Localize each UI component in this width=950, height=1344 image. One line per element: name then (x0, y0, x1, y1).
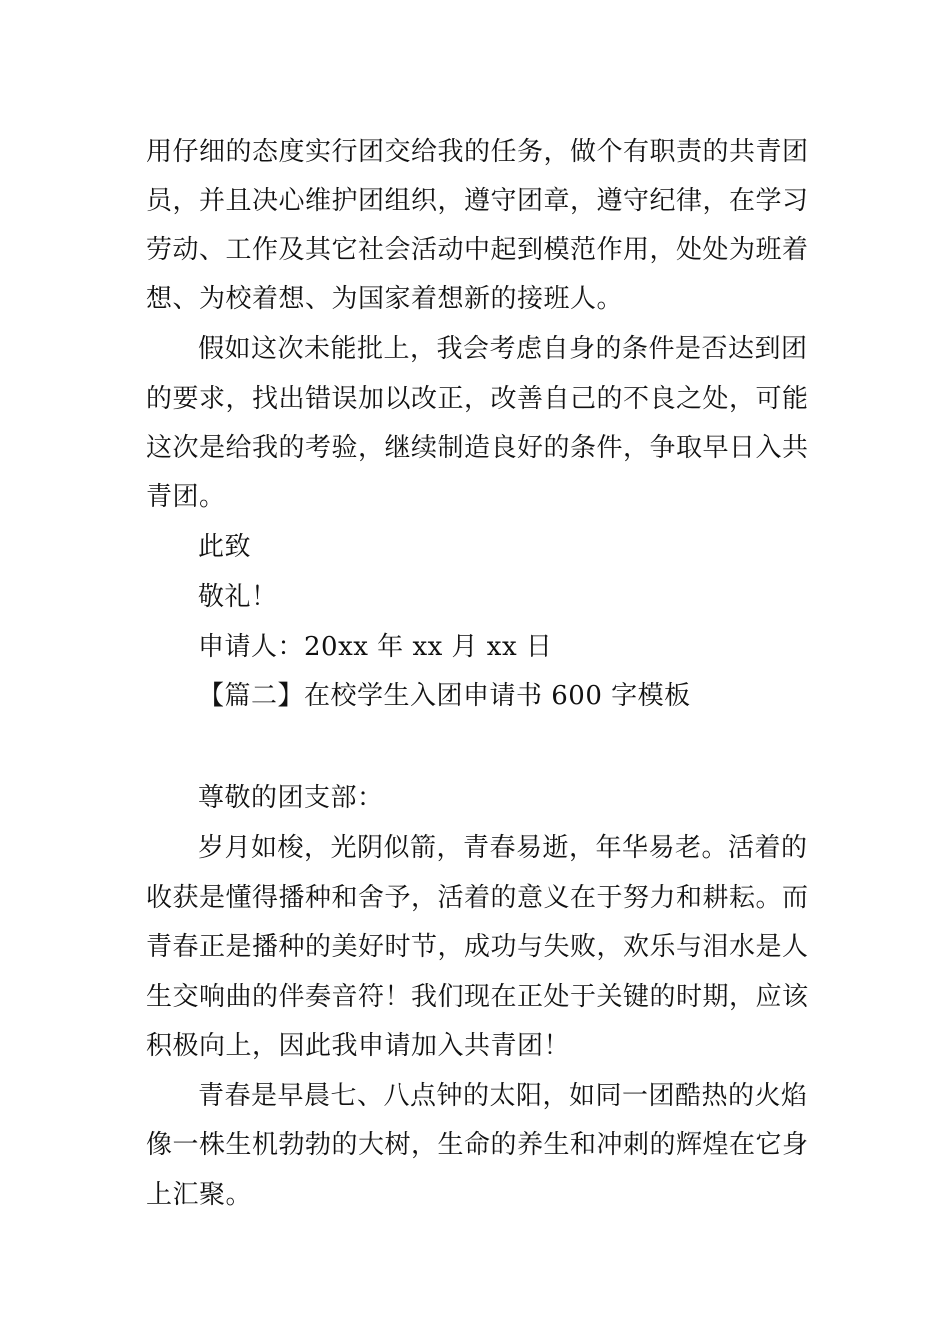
paragraph-line: 岁月如梭，光阴似箭，青春易逝，年华易老。活着的 (198, 833, 808, 863)
section-heading: 【篇二】在校学生入团申请书 600 字模板 (198, 681, 691, 711)
paragraph-line: 用仔细的态度实行团交给我的任务，做个有职责的共青团 (146, 137, 809, 167)
greeting-line: 尊敬的团支部： (198, 783, 384, 813)
paragraph-line: 上汇聚。 (146, 1180, 253, 1210)
paragraph-line: 青团。 (146, 482, 226, 512)
paragraph-line: 积极向上，因此我申请加入共青团！ (146, 1031, 571, 1061)
paragraph-line: 这次是给我的考验，继续制造良好的条件，争取早日入共 (146, 433, 809, 463)
paragraph-line: 青春是早晨七、八点钟的太阳，如同一团酷热的火焰 (198, 1081, 808, 1111)
salutation-line: 敬礼！ (198, 582, 278, 612)
paragraph-line: 收获是懂得播种和舍予，活着的意义在于努力和耕耘。而 (146, 883, 809, 913)
paragraph-line: 青春正是播种的美好时节，成功与失败，欢乐与泪水是人 (146, 932, 809, 962)
paragraph-line: 员，并且决心维护团组织，遵守团章，遵守纪律，在学习 (146, 186, 809, 216)
applicant-date-line: 申请人：20xx 年 xx 月 xx 日 (198, 632, 553, 662)
closing-line: 此致 (198, 532, 252, 562)
paragraph-line: 的要求，找出错误加以改正，改善自己的不良之处，可能 (146, 384, 809, 414)
paragraph-line: 生交响曲的伴奏音符！我们现在正处于关键的时期，应该 (146, 982, 809, 1012)
paragraph-line: 劳动、工作及其它社会活动中起到模范作用，处处为班着 (146, 235, 809, 265)
paragraph-line: 像一株生机勃勃的大树，生命的养生和冲刺的辉煌在它身 (146, 1130, 809, 1160)
paragraph-line: 想、为校着想、为国家着想新的接班人。 (146, 284, 624, 314)
paragraph-line: 假如这次未能批上，我会考虑自身的条件是否达到团 (198, 334, 808, 364)
